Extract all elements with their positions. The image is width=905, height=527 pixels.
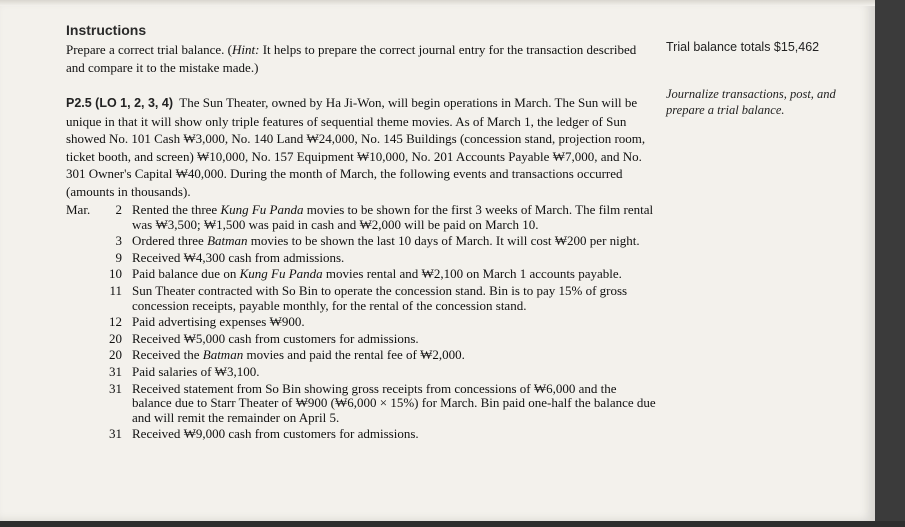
event-text [122,234,656,249]
event-text-pre: Received ₩4,300 cash from admissions. [132,249,345,265]
events-list [66,203,656,442]
event-text [122,427,656,442]
problem-statement [66,94,646,201]
event-item [66,427,656,442]
event-text-post: movies to be shown the last 10 days of March. It will cost ₩200 per night. [247,233,640,249]
event-text-pre: Paid balance due on [132,266,240,282]
event-item [66,332,656,347]
page-top-shadow [0,0,875,6]
event-item [66,267,656,282]
event-text [122,267,656,282]
instructions-text [66,41,646,77]
problem-label: P2.5 (LO 1, 2, 3, 4) [66,96,173,110]
event-item [66,382,656,426]
event-month: Mar. [66,202,91,217]
event-text-pre: Received the [132,347,203,363]
event-day: 20 [109,330,122,346]
event-text [122,203,656,232]
event-text [122,284,656,313]
event-text [122,382,656,426]
event-item [66,284,656,313]
event-month [66,251,100,266]
event-text [122,251,656,266]
event-month [66,315,100,330]
event-text-post: movies rental and ₩2,100 on March 1 accounts payable. [322,266,622,282]
event-text [122,365,656,380]
event-day: 2 [115,202,122,217]
instructions-text-a: Prepare a correct trial balance. ( [66,42,233,57]
problem-text: The Sun Theater, owned by Ha Ji-Won, will begin operations in March. The Sun will be unique in that it will show only triple features of sequential theme movies. As of March 1, the ledger of Sun showed No. 101 Cash ₩3,000, No. 140 Land ₩24,000, No. 145 Buildings (concession stand, projection room, ticket booth, and screen) ₩10,000, No. 157 Equipment ₩10,000, No. 201 Accounts Payable ₩7,000, and No. 301 Owner's Capital ₩40,000. During the month of March, the following events and transactions occurred (amounts in thousands). [66,95,646,199]
event-text-em: Kung Fu Panda [239,266,323,282]
event-text-pre: Ordered three [132,233,208,249]
event-day: 12 [109,314,122,330]
hint-label: Hint: [232,42,260,57]
event-text-post: movies and paid the rental fee of ₩2,000. [243,347,465,363]
event-text-pre: Received statement from So Bin showing gross receipts from concessions of ₩6,000 and the balance due to Starr Theater of ₩900 (₩6,000 × 15%) for March. Bin paid one-half the balance due and will remit the remainder on April 5. [132,380,656,425]
event-text-pre: Rented the three [132,202,221,217]
event-text-pre: Paid salaries of ₩3,100. [132,363,260,379]
event-day: 3 [115,233,122,249]
event-item [66,315,656,330]
event-text-pre: Received ₩9,000 cash from customers for admissions. [132,426,419,442]
event-item [66,348,656,363]
event-item [66,234,656,249]
event-text [122,332,656,347]
event-month [66,284,100,313]
event-month [66,382,100,426]
page-edge-bottom [0,521,905,527]
event-month [66,267,100,282]
side-note: Journalize transactions, post, and prepare a trial balance. [666,87,836,117]
event-day: 31 [109,380,122,396]
event-day: 10 [109,266,122,282]
instructions-text-b: It helps to prepare the correct journal entry for the transaction described and compare it to the mistake made.) [66,42,637,75]
page-edge-right [875,0,905,527]
event-text-pre: Received ₩5,000 cash from customers for admissions. [132,330,419,346]
event-text-em: Kung Fu Panda [220,202,304,217]
event-day: 31 [109,363,122,379]
event-day: 31 [109,426,122,442]
instructions-heading: Instructions [66,22,147,38]
event-text [122,315,656,330]
event-item [66,365,656,380]
event-item [66,203,656,232]
event-month [66,365,100,380]
event-day: 11 [109,282,122,298]
event-text-pre: Paid advertising expenses ₩900. [132,314,305,330]
event-text-em: Batman [207,233,248,249]
event-item [66,251,656,266]
event-month [66,427,100,442]
event-text [122,348,656,363]
event-text-post: movies to be shown for the first 3 weeks of March. The film rental was ₩3,500; ₩1,500 was paid in cash and ₩2,000 will be paid on March 10. [132,202,654,232]
event-text-pre: Sun Theater contracted with So Bin to operate the concession stand. Bin is to pay 15% of gross concession receipts, payable monthly, for the rental of the concession stand. [132,282,628,313]
event-month [66,348,100,363]
event-day: 9 [115,249,122,265]
event-month [66,332,100,347]
event-text-em: Batman [202,347,244,363]
trial-balance-answer: Trial balance totals $15,462 [666,40,820,54]
event-month [66,234,100,249]
event-day: 20 [109,347,122,363]
